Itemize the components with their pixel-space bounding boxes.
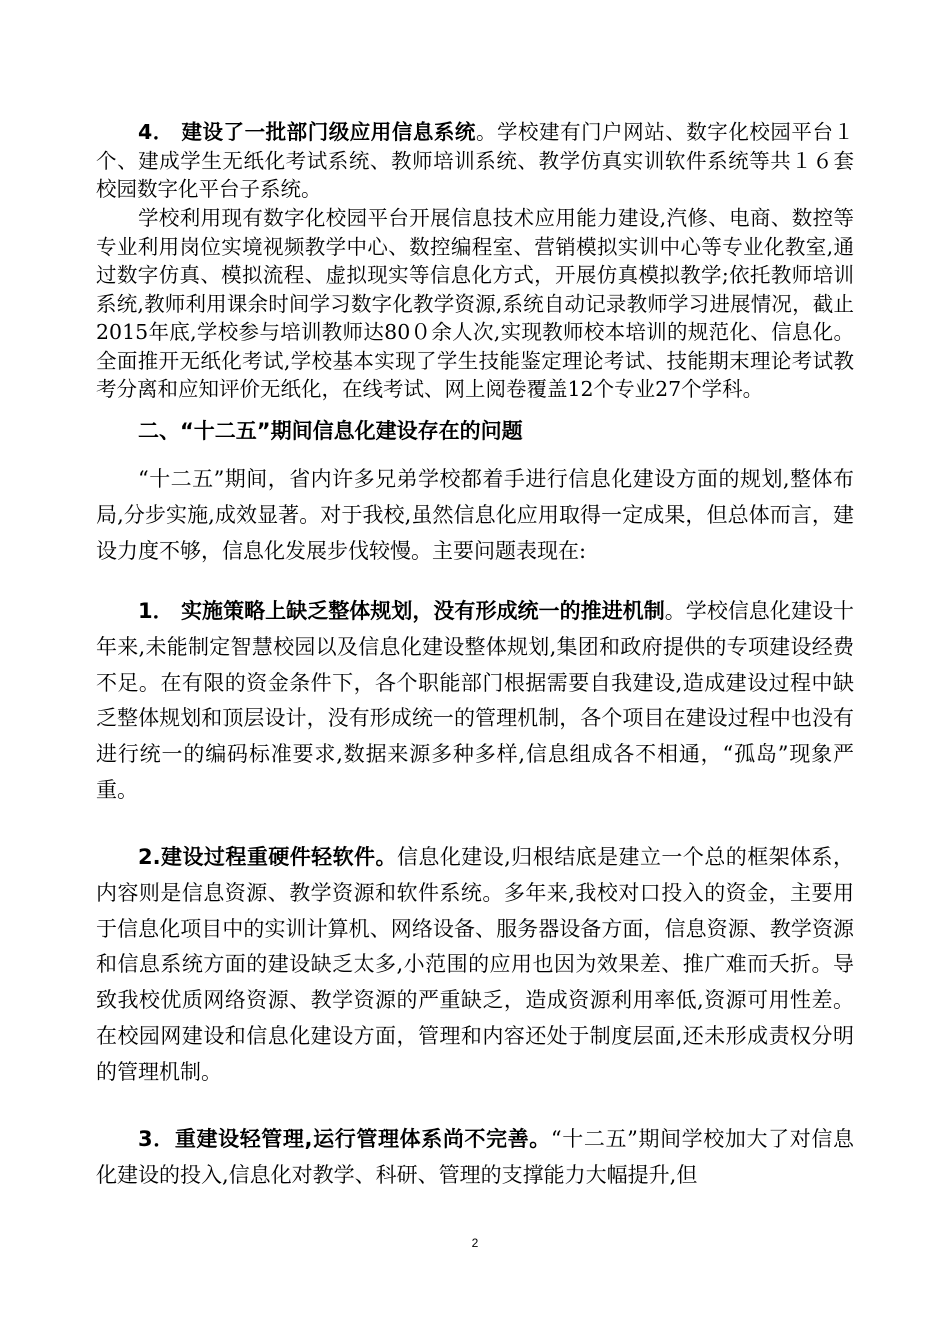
intro-paragraph: “十二五”期间，省内许多兄弟学校都着手进行信息化建设方面的规划,整体布局,分步实施,成效显著。对于我校,虽然信息化应用取得一定成果，但总体而言，建设力度不够，信息化发展步伐较慢。主要问题表现在: bbox=[96, 467, 854, 563]
problem-1-paragraph bbox=[96, 594, 854, 809]
problem-2-body: 信息化建设,归根结底是建立一个总的框架体系，内容则是信息资源、教学资源和软件系统。多年来,我校对口投入的资金，主要用于信息化项目中的实训计算机、网络设备、服务器设备方面，信息资源、教学资源和信息系统方面的建设缺乏太多,小范围的应用也因为效果差、推广难而夭折。导致我校优质网络资源、教学资源的严重缺乏，造成资源利用率低,资源可用性差。在校园网建设和信息化建设方面，管理和内容还处于制度层面,还未形成责权分明的管理机制。 bbox=[96, 845, 854, 1084]
problem-1-body: 。学校信息化建设十年来,未能制定智慧校园以及信息化建设整体规划,集团和政府提供的专项建设经费不足。在有限的资金条件下，各个职能部门根据需要自我建设,造成建设过程中缺乏整体规划和顶层设计，没有形成统一的管理机制，各个项目在建设过程中也没有进行统一的编码标准要求,数据来源多种多样,信息组成各不相通，“孤岛”现象严重。 bbox=[96, 599, 855, 802]
platform-paragraph: 学校利用现有数字化校园平台开展信息技术应用能力建设,汽修、电商、数控等专业利用岗位实境视频教学中心、数控编程室、营销模拟实训中心等专业化教室,通过数字仿真、模拟流程、虚拟现实等信息化方式，开展仿真模拟教学;依托教师培训系统,教师利用课余时间学习数字化教学资源,系统自动记录教师学习进展情况，截止2015年底,学校参与培训教师达80０余人次,实现教师校本培训的规范化、信息化。全面推开无纸化考试,学校基本实现了学生技能鉴定理论考试、技能期末理论考试教考分离和应知评价无纸化，在线考试、网上阅卷覆盖12个专业27个学科。 bbox=[96, 206, 854, 401]
item-4-paragraph bbox=[96, 118, 854, 204]
problem-3-lead: 3．重建设轻管理,运行管理体系尚不完善。 bbox=[138, 1127, 551, 1151]
item-4-body: 。学校建有门户网站、数字化校园平台１个、建成学生无纸化考试系统、教师培训系统、教学仿真实训软件系统等共１６套校园数字化平台子系统。 bbox=[96, 120, 854, 201]
page-number: 2 bbox=[471, 1236, 479, 1250]
problem-2-lead: 2.建设过程重硬件轻软件。 bbox=[138, 845, 397, 869]
problem-1-lead: 1． 实施策略上缺乏整体规划，没有形成统一的推进机制 bbox=[138, 599, 665, 623]
section-2-heading: 二、“十二五”期间信息化建设存在的问题 bbox=[138, 419, 523, 443]
problem-2-paragraph bbox=[96, 840, 854, 1091]
item-4-lead: 4． 建设了一批部门级应用信息系统 bbox=[138, 120, 476, 144]
problem-3-paragraph bbox=[96, 1122, 854, 1194]
problem-3-body: “十二五”期间学校加大了对信息化建设的投入,信息化对教学、科研、管理的支撑能力大幅提升,但 bbox=[96, 1127, 854, 1187]
